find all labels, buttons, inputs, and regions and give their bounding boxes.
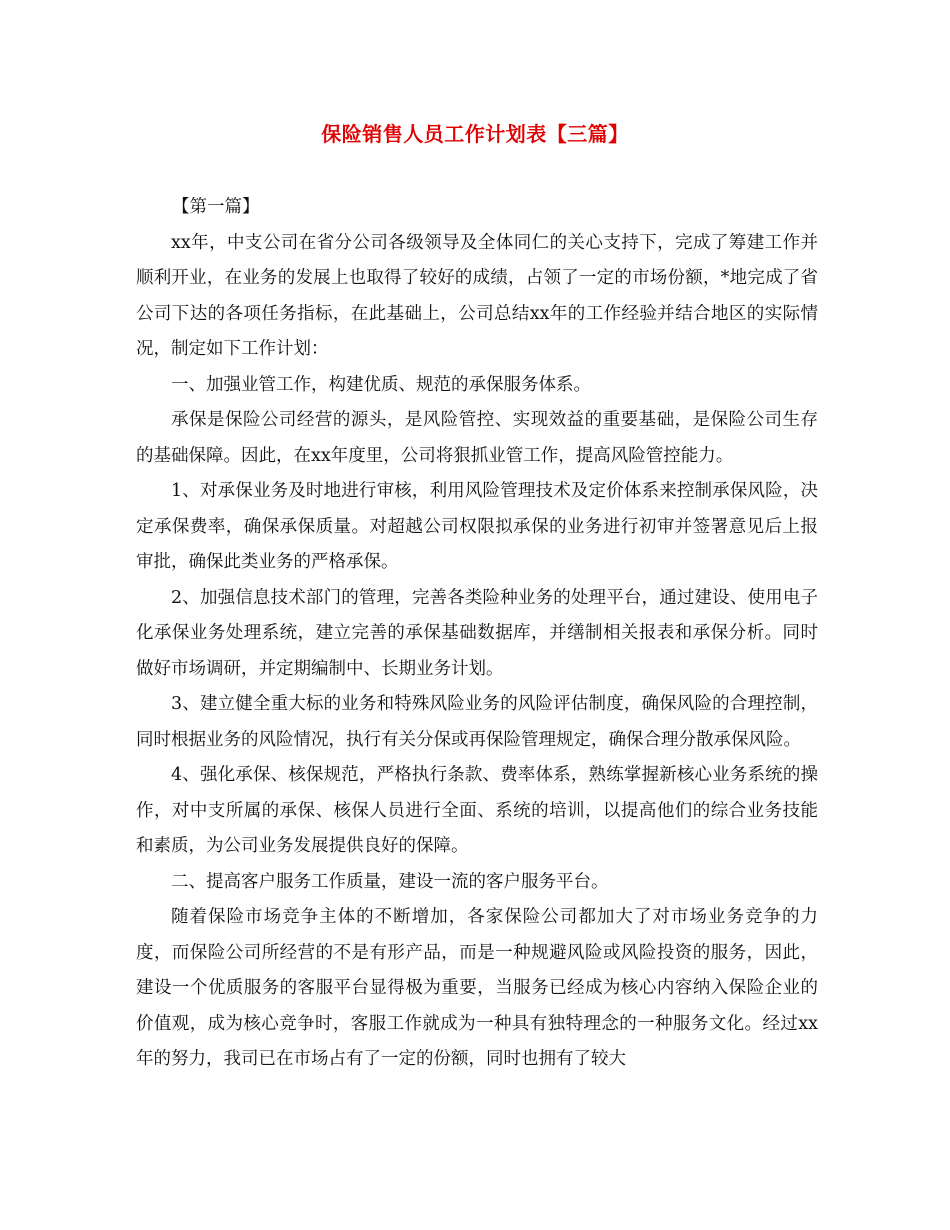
list-item-4: 4、强化承保、核保规范，严格执行条款、费率体系，熟练掌握新核心业务系统的操作，对中支所属的承保、核保人员进行全面、系统的培训，以提高他们的综合业务技能和素质，为公司业务发展提供良好的保障。 bbox=[136, 765, 818, 856]
heading-underwriting: 一、加强业管工作，构建优质、规范的承保服务体系。 bbox=[171, 374, 591, 395]
document-title: 保险销售人员工作计划表【三篇】 bbox=[321, 122, 629, 146]
paragraph-intro: xx年，中支公司在省分公司各级领导及全体同仁的关心支持下，完成了筹建工作并顺利开业，在业务的发展上也取得了较好的成绩，占领了一定的市场份额，*地完成了省公司下达的各项任务指标，在此基础上，公司总结xx年的工作经验并结合地区的实际情况，制定如下工作计划： bbox=[136, 232, 818, 359]
paragraph-customer-service: 随着保险市场竞争主体的不断增加，各家保险公司都加大了对市场业务竞争的力度，而保险公司所经营的不是有形产品，而是一种规避风险或风险投资的服务，因此，建设一个优质服务的客服平台显得极为重要，当服务已经成为核心内容纳入保险企业的价值观，成为核心竞争时，客服工作就成为一种具有独特理念的一种服务文化。经过xx年的努力，我司已在市场占有了一定的份额，同时也拥有了较大 bbox=[136, 907, 818, 1069]
list-item-2: 2、加强信息技术部门的管理，完善各类险种业务的处理平台，通过建设、使用电子化承保业务处理系统，建立完善的承保基础数据库，并缮制相关报表和承保分析。同时做好市场调研，并定期编制中、长期业务计划。 bbox=[136, 587, 818, 679]
heading-customer-service: 二、提高客户服务工作质量，建设一流的客户服务平台。 bbox=[171, 871, 609, 892]
list-item-3: 3、建立健全重大标的业务和特殊风险业务的风险评估制度，确保风险的合理控制，同时根据业务的风险情况，执行有关分保或再保险管理规定，确保合理分散承保风险。 bbox=[136, 694, 818, 750]
section-label: 【第一篇】 bbox=[172, 197, 260, 217]
list-item-1: 1、对承保业务及时地进行审核，利用风险管理技术及定价体系来控制承保风险，决定承保费率，确保承保质量。对超越公司权限拟承保的业务进行初审并签署意见后上报审批，确保此类业务的严格承保。 bbox=[136, 481, 818, 572]
paragraph-underwriting: 承保是保险公司经营的源头，是风险管控、实现效益的重要基础，是保险公司生存的基础保障。因此，在xx年度里，公司将狠抓业管工作，提高风险管控能力。 bbox=[136, 410, 818, 466]
document-body bbox=[136, 190, 818, 1078]
